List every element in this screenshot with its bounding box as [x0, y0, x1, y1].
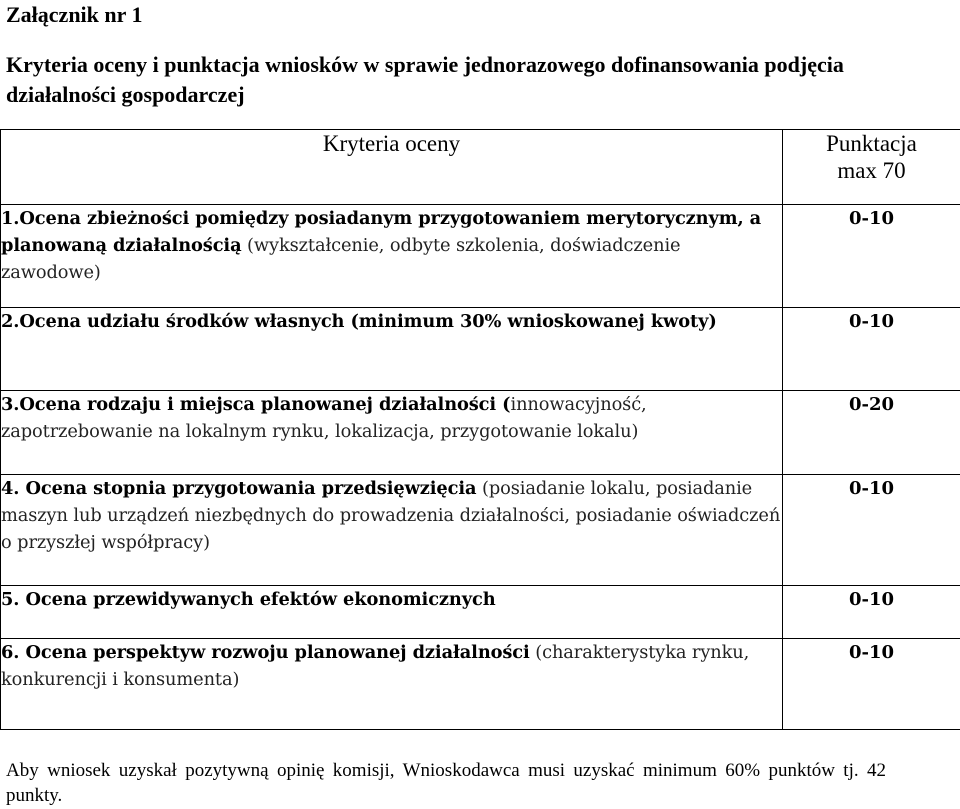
criteria-column-header — [1, 130, 783, 205]
table-row — [1, 475, 960, 586]
criterion-cell — [1, 586, 783, 639]
points-cell: 0-10 — [783, 586, 960, 639]
points-column-header-line2: max 70 — [837, 158, 906, 183]
points-cell: 0-20 — [783, 391, 960, 475]
criterion-cell — [1, 205, 783, 308]
table-row — [1, 639, 960, 730]
points-column-header — [783, 130, 960, 205]
criterion-cell — [1, 391, 783, 475]
points-cell: 0-10 — [783, 475, 960, 586]
criterion-cell — [1, 639, 783, 730]
table-row — [1, 391, 960, 475]
criterion-cell — [1, 308, 783, 391]
table-row — [1, 205, 960, 308]
criteria-column-header-text: Kryteria oceny — [322, 131, 461, 156]
criterion-detail-text: (charakterystyka rynku, konkurencji i konsumenta) — [1, 642, 750, 690]
table-header-row — [1, 130, 960, 205]
criterion-detail-text: (wykształcenie, odbyte szkolenia, doświadczenie zawodowe) — [1, 235, 681, 283]
document-title: Kryteria oceny i punktacja wniosków w sprawie jednorazowego dofinansowania podjęcia działalności gospodarczej — [6, 52, 844, 107]
criteria-table — [0, 129, 960, 730]
criterion-bold-text: 2.Ocena udziału środków własnych (minimum 30% wnioskowanej kwoty) — [1, 311, 717, 332]
points-column-header-line1: Punktacja — [826, 131, 917, 156]
attachment-label: Załącznik nr 1 — [6, 2, 143, 27]
points-cell: 0-10 — [783, 308, 960, 391]
criterion-bold-text: 4. Ocena stopnia przygotowania przedsięwzięcia — [1, 478, 477, 499]
criterion-bold-text: 3.Ocena rodzaju i miejsca planowanej działalności ( — [1, 394, 511, 415]
criterion-bold-text: 5. Ocena przewidywanych efektów ekonomicznych — [1, 589, 496, 610]
criterion-detail-text: (posiadanie lokalu, posiadanie maszyn lub urządzeń niezbędnych do prowadzenia działalności, posiadanie oświadczeń o przyszłej współpracy) — [1, 478, 781, 553]
table-row — [1, 586, 960, 639]
points-cell: 0-10 — [783, 639, 960, 730]
criterion-bold-text: 1.Ocena zbieżności pomiędzy posiadanym przygotowaniem merytorycznym, a planowaną działalnością — [1, 208, 762, 256]
points-cell: 0-10 — [783, 205, 960, 308]
criterion-detail-text: innowacyjność, zapotrzebowanie na lokalnym rynku, lokalizacja, przygotowanie lokalu) — [1, 394, 647, 442]
criterion-bold-text: 6. Ocena perspektyw rozwoju planowanej działalności — [1, 642, 530, 663]
criterion-cell — [1, 475, 783, 586]
table-row — [1, 308, 960, 391]
footer-note: Aby wniosek uzyskał pozytywną opinię komisji, Wnioskodawca musi uzyskać minimum 60% punktów tj. 42 punkty. — [6, 760, 886, 806]
